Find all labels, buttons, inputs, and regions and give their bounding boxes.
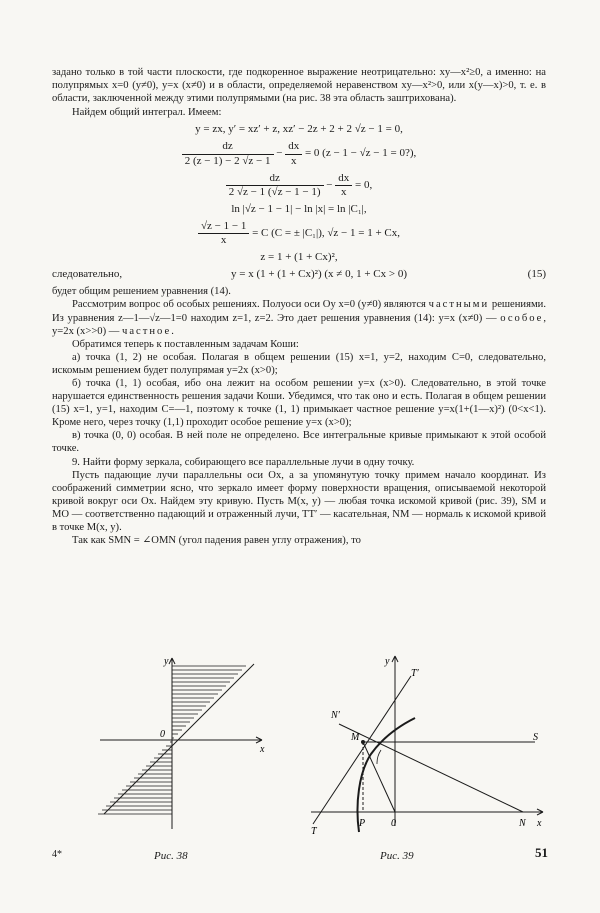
fig38-origin-label: 0 [160, 729, 165, 740]
text-run: Рассмотрим вопрос об особых решениях. Полуоси оси Oy x=0 (y≠0) являются [72, 299, 429, 311]
text-run: решениями. Из уравнения z—1—√z—1=0 находим z=1, z=2. Это дает решения уравнения (14): y=x (x≠0) — [52, 299, 546, 324]
equation-15-row [52, 268, 546, 281]
paragraph-domain: задано только в той части плоскости, где подкоренное выражение неотрицательно: xy—x²≥0, а именно: на полупрямых x=0 (y≠0), y=x (x≠0) и в области, определяемой неравенством xy—x²>0, или x(y—x)>0, т. е. в области, заключенной между этими полупрямыми (на рис. 38 эта область заштрихована). [52, 67, 546, 105]
equation-15-lead: следовательно, [52, 268, 123, 281]
figures [52, 654, 546, 870]
equation-tail: = 0, [355, 178, 373, 191]
numerator: dz [222, 140, 233, 153]
minus-sign: − [326, 178, 333, 191]
equation-number: (15) [527, 268, 546, 281]
fig38-caption: Рис. 38 [154, 850, 188, 862]
fig39-tangent [313, 676, 411, 824]
fig39-label-x: x [537, 818, 542, 829]
text-run: . [171, 325, 174, 337]
footer-signature: 4* [52, 849, 62, 860]
equation-2 [52, 140, 546, 167]
figure-38 [92, 654, 272, 834]
fig39-label-M: M [351, 732, 360, 743]
equation-5 [52, 220, 546, 247]
denominator: x [285, 154, 302, 168]
fig38-y-label: y [164, 656, 169, 667]
fig39-label-O: 0 [391, 818, 396, 829]
fig39-label-N-prime: N′ [331, 710, 340, 721]
figure-39 [307, 654, 547, 839]
minus-sign: − [276, 147, 283, 160]
paragraph-case-b: б) точка (1, 1) особая, ибо она лежит на особом решении y=x (x>0). Следовательно, в этой точке нарушается единственность решения задачи Коши. Убедимся, что так оно и есть. Полагая в общем решении (15) x=1, y=1, находим C=—1, поэтому к точке (1, 1) примыкает частное решение y=x(1+(1—x)²) (0<x<1). Кроме него, через точку (1,1) проходит особое решение y=x (x>0); [52, 377, 546, 429]
denominator: x [335, 185, 352, 199]
paragraph-general-integral-intro: Найдем общий интеграл. Имеем: [72, 107, 222, 119]
fig39-label-N: N [519, 818, 526, 829]
fig39-point-M [361, 740, 365, 744]
fig39-reflected-ray [363, 742, 395, 812]
paragraph-problem-9: 9. Найти форму зеркала, собирающего все параллельные лучи в одну точку. [72, 456, 415, 468]
fig39-label-T-prime: T′ [411, 668, 419, 679]
equation-6: z = 1 + (1 + Cx)², [260, 251, 338, 264]
numerator: dx [338, 171, 350, 184]
equation-4: ln |√z − 1 − 1| − ln |x| = ln |C₁|, [231, 202, 367, 215]
fig39-label-y: y [385, 656, 390, 667]
paragraph-general-solution: будет общим решением уравнения (14). [52, 286, 231, 298]
equation-3 [52, 172, 546, 199]
fraction-sqrt [198, 220, 249, 247]
fig39-angle-arc [377, 750, 381, 764]
fig38-diagonal [104, 664, 254, 814]
numerator: dx [288, 140, 300, 153]
emphasis: особое [500, 312, 544, 324]
fig39-caption: Рис. 39 [380, 850, 414, 862]
fig39-normal [339, 724, 523, 812]
paragraph-special-solutions [52, 298, 546, 337]
equation-15: y = x (1 + (1 + Cx)²) (x ≠ 0, 1 + Cx > 0) [230, 268, 407, 281]
text-run: , y=2x (x>>0) — [52, 312, 546, 337]
fig39-mirror-curve [358, 718, 416, 832]
equation-tail: = C (C = ± |C₁|), √z − 1 = 1 + Cx, [252, 227, 400, 240]
emphasis: частное [122, 325, 172, 337]
denominator: 2 √z − 1 (√z − 1 − 1) [226, 185, 324, 199]
paragraph-case-a: а) точка (1, 2) не особая. Полагая в общем решении (15) x=1, y=2, находим C=0, следовательно, искомым решением будет полупрямая y=2x (x>0); [52, 351, 546, 376]
paragraph-angle: Так как SMN = ∠OMN (угол падения равен углу отражения), то [72, 535, 361, 547]
numerator: √z − 1 − 1 [201, 219, 247, 232]
fig38-x-label: x [260, 744, 265, 755]
fig39-label-P: P [359, 818, 366, 829]
equation-1: y = zx, y′ = xz′ + z, xz′ − 2z + 2 + 2 √z − 1 = 0, [195, 123, 403, 136]
denominator: 2 (z − 1) − 2 √z − 1 [182, 154, 274, 168]
fraction-dz [182, 140, 274, 167]
numerator: dz [269, 171, 280, 184]
fig39-label-S: S [533, 732, 538, 743]
emphasis: частными [428, 299, 490, 311]
fraction-dx [285, 140, 302, 167]
fig39-label-T: T [311, 826, 317, 837]
paragraph-case-c: в) точка (0, 0) особая. В ней поле не определено. Все интегральные кривые примыкают к этой особой точке. [52, 430, 546, 455]
page-number: 51 [535, 845, 548, 860]
paragraph-mirror: Пусть падающие лучи параллельны оси Ox, а за упомянутую точку примем начало координат. Из соображений симметрии ясно, что зеркало имеет форму поверхности вращения, описываемой некоторой кривой вокруг оси Ox. Найдем эту кривую. Пусть M(x, y) — любая точка искомой кривой (рис. 39), SM и MO — соответственно падающий и отраженный лучи, TT′ — касательная, NM — нормаль к искомой кривой в точке M(x, y). [52, 469, 547, 533]
equation-tail: = 0 (z − 1 − √z − 1 = 0?), [304, 147, 417, 160]
denominator: x [198, 233, 249, 247]
fraction-dx [335, 172, 352, 199]
fraction-dz [226, 172, 324, 199]
paragraph-cauchy-intro: Обратимся теперь к поставленным задачам Коши: [72, 338, 299, 350]
